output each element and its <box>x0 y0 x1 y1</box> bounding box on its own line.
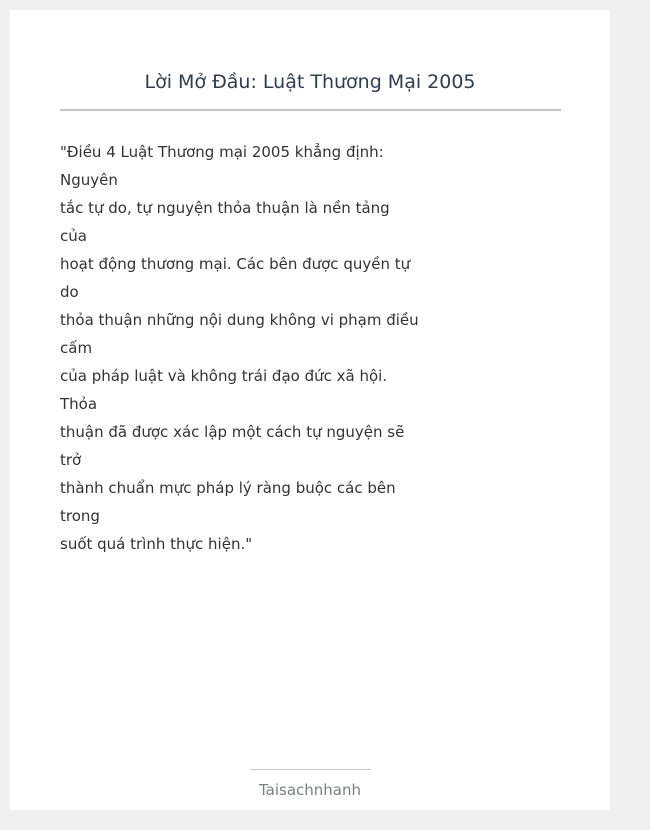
body-line: trong <box>60 507 100 525</box>
quote-body <box>60 138 419 558</box>
footer-divider <box>250 769 371 770</box>
title-divider <box>60 109 561 111</box>
body-line: thỏa thuận những nội dung không vi phạm điều <box>60 311 419 329</box>
body-line: cấm <box>60 339 93 357</box>
body-line: "Điều 4 Luật Thương mại 2005 khẳng định: <box>60 143 384 161</box>
body-line: trở <box>60 451 82 469</box>
body-line: thành chuẩn mực pháp lý ràng buộc các bên <box>60 479 396 497</box>
page-title: Lời Mở Đầu: Luật Thương Mại 2005 <box>144 71 476 93</box>
document-page <box>10 10 610 810</box>
body-line: Thỏa <box>60 395 98 413</box>
body-line: hoạt động thương mại. Các bên được quyền tự <box>60 255 411 273</box>
body-line: thuận đã được xác lập một cách tự nguyện sẽ <box>60 423 405 441</box>
body-line: Nguyên <box>60 171 118 189</box>
body-line: do <box>60 283 79 301</box>
body-line: suốt quá trình thực hiện." <box>60 535 253 553</box>
body-line: của <box>60 227 87 245</box>
body-line: của pháp luật và không trái đạo đức xã hội. <box>60 367 388 385</box>
footer-brand: Taisachnhanh <box>258 781 362 799</box>
body-line: tắc tự do, tự nguyện thỏa thuận là nền tảng <box>60 199 390 217</box>
